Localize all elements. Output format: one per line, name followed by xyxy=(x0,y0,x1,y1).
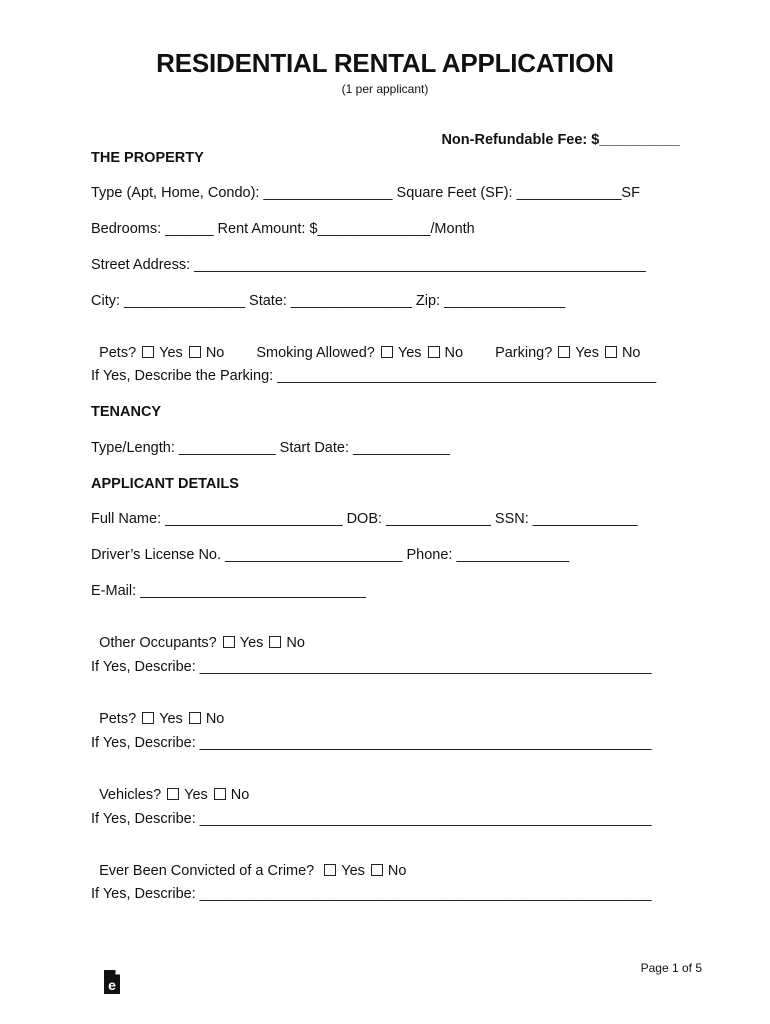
parking-label: Parking? xyxy=(495,345,553,361)
applicant-pets-row xyxy=(91,695,224,727)
occupants-row xyxy=(91,619,305,651)
no-label: No xyxy=(444,345,464,361)
crime-describe-field[interactable]: If Yes, Describe: ________________________________________________________ xyxy=(91,886,652,902)
yes-label: Yes xyxy=(239,635,264,651)
document-subtitle: (1 per applicant) xyxy=(341,82,429,96)
parking-no-checkbox[interactable] xyxy=(605,346,617,358)
yes-label: Yes xyxy=(159,711,183,727)
yes-label: Yes xyxy=(341,863,365,879)
applicant-heading: APPLICANT DETAILS xyxy=(91,476,239,492)
occupants-yes-checkbox[interactable] xyxy=(223,636,235,648)
smoking-label: Smoking Allowed? xyxy=(256,345,375,361)
occupants-describe-field[interactable]: If Yes, Describe: ________________________________________________________ xyxy=(91,659,652,675)
applicant-pets-no-checkbox[interactable] xyxy=(189,712,201,724)
eforms-logo-icon xyxy=(93,951,116,993)
parking-yes-checkbox[interactable] xyxy=(558,346,570,358)
property-pets-label: Pets? xyxy=(99,345,137,361)
no-label: No xyxy=(286,635,305,651)
city-state-zip-field[interactable]: City: _______________ State: _______________ Zip: _______________ xyxy=(91,293,566,309)
svg-text:e: e xyxy=(107,977,116,993)
tenancy-type-start-field[interactable]: Type/Length: ____________ Start Date: ____________ xyxy=(91,440,450,456)
yes-label: Yes xyxy=(397,345,422,361)
property-options-row xyxy=(91,329,641,361)
yes-label: Yes xyxy=(575,345,599,361)
property-type-sqft-field[interactable]: Type (Apt, Home, Condo): ________________ Square Feet (SF): _____________SF xyxy=(91,185,640,201)
tenancy-heading: TENANCY xyxy=(91,404,162,420)
yes-label: Yes xyxy=(184,787,208,803)
crime-label: Ever Been Convicted of a Crime? xyxy=(99,863,315,879)
parking-describe-field[interactable]: If Yes, Describe the Parking: _______________________________________________ xyxy=(91,368,657,384)
crime-yes-checkbox[interactable] xyxy=(324,864,336,876)
vehicles-label: Vehicles? xyxy=(99,787,162,803)
street-address-field[interactable]: Street Address: ________________________________________________________ xyxy=(91,257,646,273)
pets-yes-checkbox[interactable] xyxy=(142,346,154,358)
page-number: Page 1 of 5 xyxy=(640,961,702,975)
no-label: No xyxy=(205,345,225,361)
pets-describe-field[interactable]: If Yes, Describe: ________________________________________________________ xyxy=(91,735,652,751)
crime-no-checkbox[interactable] xyxy=(371,864,383,876)
no-label: No xyxy=(230,787,250,803)
applicant-pets-label: Pets? xyxy=(99,711,137,727)
bedrooms-rent-field[interactable]: Bedrooms: ______ Rent Amount: $______________/Month xyxy=(91,221,475,237)
property-heading: THE PROPERTY xyxy=(91,150,204,166)
pets-no-checkbox[interactable] xyxy=(189,346,201,358)
document-title: RESIDENTIAL RENTAL APPLICATION xyxy=(156,48,614,78)
no-label: No xyxy=(205,711,225,727)
name-dob-ssn-field[interactable]: Full Name: ______________________ DOB: _____________ SSN: _____________ xyxy=(91,511,638,527)
smoking-no-checkbox[interactable] xyxy=(428,346,440,358)
crime-row xyxy=(91,847,406,879)
no-label: No xyxy=(621,345,641,361)
application-fee-field[interactable]: Non-Refundable Fee: $__________ xyxy=(441,132,680,148)
smoking-yes-checkbox[interactable] xyxy=(381,346,393,358)
vehicles-row xyxy=(91,771,249,803)
occupants-label: Other Occupants? xyxy=(99,635,217,651)
vehicles-describe-field[interactable]: If Yes, Describe: ________________________________________________________ xyxy=(91,811,652,827)
occupants-no-checkbox[interactable] xyxy=(269,636,281,648)
vehicles-yes-checkbox[interactable] xyxy=(167,788,179,800)
email-field[interactable]: E-Mail: ____________________________ xyxy=(91,583,366,599)
applicant-pets-yes-checkbox[interactable] xyxy=(142,712,154,724)
yes-label: Yes xyxy=(159,345,183,361)
no-label: No xyxy=(387,863,407,879)
vehicles-no-checkbox[interactable] xyxy=(214,788,226,800)
license-phone-field[interactable]: Driver’s License No. ______________________ Phone: ______________ xyxy=(91,547,570,563)
